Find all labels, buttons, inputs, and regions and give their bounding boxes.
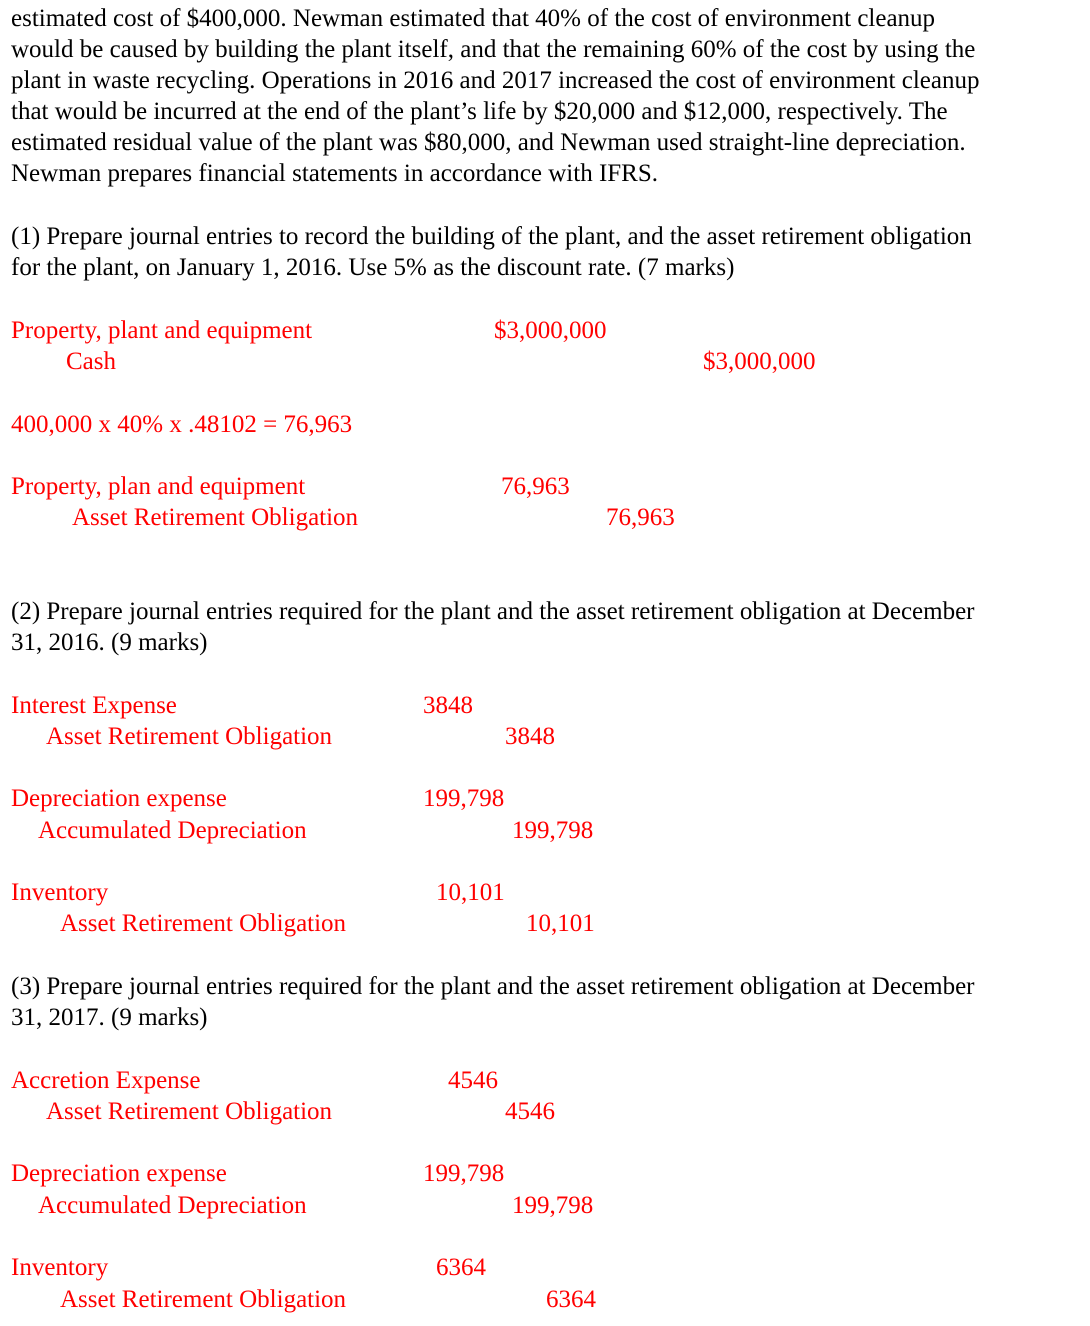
part2-entry1-credit-amount: 3848 [505,723,555,750]
part1-entry1-debit-account: Property, plant and equipment [11,317,313,344]
part3-entry2-debit-account: Depreciation expense [11,1160,227,1187]
part3-entry1-debit-account: Accretion Expense [11,1067,201,1094]
part2-entry1-debit-amount: 3848 [423,692,473,719]
intro-line: would be caused by building the plant itself, and that the remaining 60% of the cost by using the [11,36,976,63]
intro-line: plant in waste recycling. Operations in 2016 and 2017 increased the cost of environment cleanup [11,67,980,94]
part2-entry1-debit-account: Interest Expense [11,692,177,719]
part1-calculation: 400,000 x 40% x .48102 = 76,963 [11,411,353,438]
part3-entry3-credit-account: Asset Retirement Obligation [60,1286,347,1313]
intro-line: estimated cost of $400,000. Newman estimated that 40% of the cost of environment cleanup [11,5,936,32]
part3-entry2-debit-amount: 199,798 [423,1160,505,1187]
intro-line: Newman prepares financial statements in accordance with IFRS. [11,160,658,187]
part1-entry1-credit-account: Cash [66,348,116,375]
part3-entry1-credit-account: Asset Retirement Obligation [46,1098,333,1125]
part3-entry1-debit-amount: 4546 [448,1067,498,1094]
part2-entry3-credit-amount: 10,101 [526,910,595,937]
part3-question: 31, 2017. (9 marks) [11,1004,208,1031]
part3-entry1-credit-amount: 4546 [505,1098,555,1125]
part3-entry3-credit-amount: 6364 [546,1286,596,1313]
part1-entry1-debit-amount: $3,000,000 [494,317,607,344]
part2-entry2-credit-amount: 199,798 [512,817,594,844]
part1-question: (1) Prepare journal entries to record the building of the plant, and the asset retirement obligation [11,223,972,250]
part2-entry3-credit-account: Asset Retirement Obligation [60,910,347,937]
intro-line: estimated residual value of the plant was $80,000, and Newman used straight-line depreciation. [11,129,966,156]
part1-question: for the plant, on January 1, 2016. Use 5% as the discount rate. (7 marks) [11,254,735,281]
part2-entry2-credit-account: Accumulated Depreciation [38,817,307,844]
part2-question: (2) Prepare journal entries required for the plant and the asset retirement obligation at December [11,598,975,625]
part2-question: 31, 2016. (9 marks) [11,629,208,656]
part3-entry3-debit-account: Inventory [11,1254,109,1281]
part3-question: (3) Prepare journal entries required for the plant and the asset retirement obligation at December [11,973,975,1000]
part1-entry2-debit-account: Property, plan and equipment [11,473,306,500]
part3-entry3-debit-amount: 6364 [436,1254,486,1281]
part2-entry2-debit-amount: 199,798 [423,785,505,812]
part2-entry3-debit-account: Inventory [11,879,109,906]
part3-entry2-credit-account: Accumulated Depreciation [38,1192,307,1219]
part1-entry2-credit-account: Asset Retirement Obligation [72,504,359,531]
part1-entry1-credit-amount: $3,000,000 [703,348,816,375]
part1-entry2-debit-amount: 76,963 [501,473,570,500]
intro-line: that would be incurred at the end of the plant’s life by $20,000 and $12,000, respectively. The [11,98,948,125]
part2-entry1-credit-account: Asset Retirement Obligation [46,723,333,750]
part1-entry2-credit-amount: 76,963 [606,504,675,531]
part3-entry2-credit-amount: 199,798 [512,1192,594,1219]
part2-entry3-debit-amount: 10,101 [436,879,505,906]
part2-entry2-debit-account: Depreciation expense [11,785,227,812]
